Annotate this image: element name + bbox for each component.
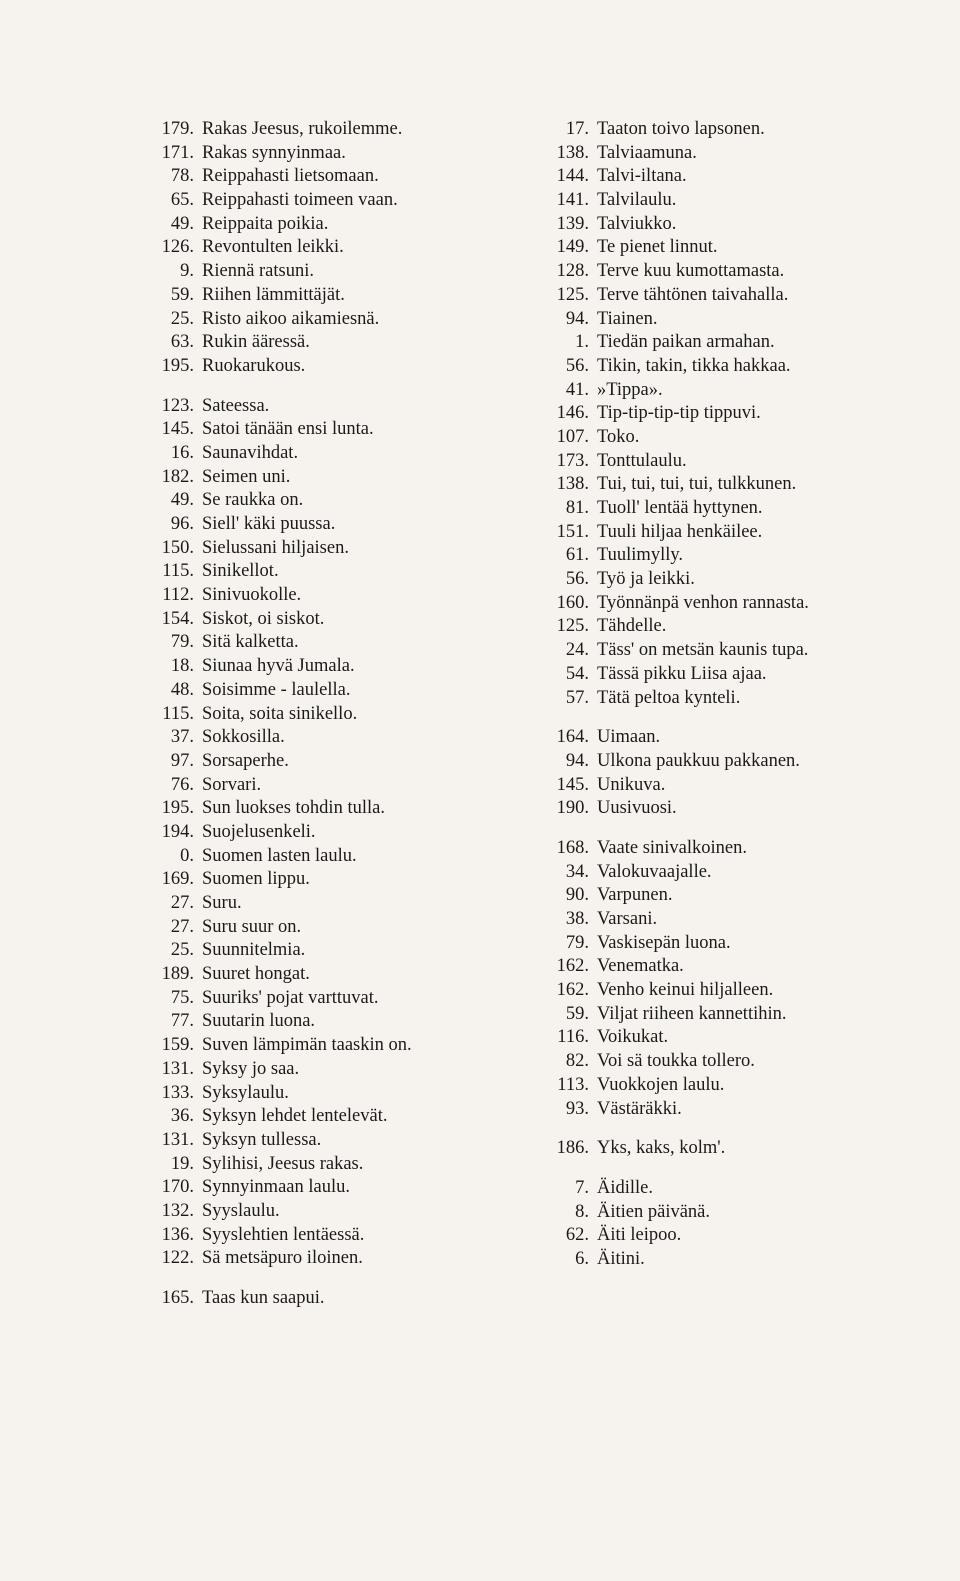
entry-title: Toko.: [597, 426, 640, 447]
index-entry: [150, 987, 530, 1011]
entry-title: Satoi tänään ensi lunta.: [202, 419, 374, 440]
index-entry: [150, 355, 530, 379]
index-entry: [545, 932, 945, 956]
entry-title: Saunavihdat.: [202, 442, 299, 463]
index-entry: [545, 544, 945, 568]
index-entry: [545, 884, 945, 908]
entry-number: 144.: [556, 166, 589, 187]
entry-number: 145.: [161, 419, 194, 440]
entry-number: 76.: [170, 774, 194, 795]
index-entry: [545, 908, 945, 932]
entry-number: 54.: [565, 663, 589, 684]
entry-number: 154.: [161, 608, 194, 629]
entry-number: 141.: [556, 190, 589, 211]
entry-title: Uusivuosi.: [597, 798, 677, 819]
entry-number: 97.: [170, 750, 194, 771]
index-entry: [545, 236, 945, 260]
index-entry: [545, 402, 945, 426]
index-entry: [150, 655, 530, 679]
entry-title: Unikuva.: [597, 774, 666, 795]
entry-title: Tikin, takin, tikka hakkaa.: [597, 355, 791, 376]
entry-number: 49.: [170, 213, 194, 234]
index-entry: [150, 213, 530, 237]
entry-title: Tiedän paikan armahan.: [597, 332, 775, 353]
entry-title: Vuokkojen laulu.: [597, 1074, 725, 1095]
entry-number: 145.: [556, 774, 589, 795]
entry-title: Siunaa hyvä Jumala.: [202, 656, 355, 677]
entry-number: 189.: [161, 964, 194, 985]
index-entry: [545, 189, 945, 213]
entry-title: Tonttulaulu.: [597, 450, 687, 471]
entry-number: 17.: [565, 119, 589, 139]
entry-number: 131.: [161, 1129, 194, 1150]
entry-number: 36.: [170, 1106, 194, 1127]
index-entry: [150, 466, 530, 490]
entry-title: Vaate sinivalkoinen.: [597, 837, 748, 858]
index-entry: [150, 963, 530, 987]
entry-number: 179.: [161, 119, 194, 139]
entry-number: 132.: [161, 1200, 194, 1221]
entry-title: Talviaamuna.: [597, 142, 697, 163]
entry-title: Sokkosilla.: [202, 727, 285, 748]
entry-title: Tui, tui, tui, tui, tulkkunen.: [597, 474, 797, 495]
entry-title: Syyslaulu.: [202, 1200, 280, 1221]
entry-title: Äitien päivänä.: [597, 1201, 711, 1222]
index-entry: [545, 955, 945, 979]
section-gap: [150, 1271, 530, 1287]
entry-number: 93.: [565, 1098, 589, 1119]
entry-number: 131.: [161, 1058, 194, 1079]
entry-title: Sorsaperhe.: [202, 750, 289, 771]
index-entry: [150, 236, 530, 260]
entry-title: Suojelusenkeli.: [202, 821, 316, 842]
index-entry: [545, 379, 945, 403]
entry-number: 133.: [161, 1082, 194, 1103]
entry-title: Vaskisepän luona.: [597, 932, 731, 953]
index-entry: [150, 608, 530, 632]
entry-number: 194.: [161, 821, 194, 842]
entry-number: 115.: [162, 703, 194, 724]
entry-number: 151.: [556, 521, 589, 542]
index-entry: [150, 939, 530, 963]
entry-title: Taaton toivo lapsonen.: [597, 119, 765, 139]
entry-title: Voi sä toukka tollero.: [597, 1051, 755, 1072]
index-entry: [150, 774, 530, 798]
entry-number: 25.: [170, 308, 194, 329]
section-gap: [545, 821, 945, 837]
index-entry: [545, 837, 945, 861]
index-entry: [150, 165, 530, 189]
index-entry: [150, 1247, 530, 1271]
entry-number: 75.: [170, 987, 194, 1008]
entry-number: 107.: [556, 426, 589, 447]
entry-number: 79.: [170, 632, 194, 653]
index-entry: [150, 1200, 530, 1224]
index-entry: [150, 118, 530, 142]
index-entry: [150, 1082, 530, 1106]
index-entry: [150, 584, 530, 608]
entry-title: Sun luokses tohdin tulla.: [202, 798, 385, 819]
entry-number: 96.: [170, 514, 194, 534]
index-entry: [545, 308, 945, 332]
entry-number: 34.: [565, 861, 589, 882]
index-entry: [150, 489, 530, 513]
entry-number: 82.: [565, 1051, 589, 1072]
entry-number: 41.: [565, 379, 589, 400]
entry-number: 126.: [161, 237, 194, 258]
entry-title: Valokuvaajalle.: [597, 861, 712, 882]
entry-number: 1.: [575, 332, 589, 353]
entry-title: Tässä pikku Liisa ajaa.: [597, 663, 767, 684]
index-entry: [545, 284, 945, 308]
entry-title: Reippaita poikia.: [202, 213, 329, 234]
entry-number: 90.: [565, 885, 589, 906]
index-entry: [545, 1074, 945, 1098]
index-entry: [150, 308, 530, 332]
entry-number: 125.: [556, 284, 589, 305]
index-entry: [545, 615, 945, 639]
entry-title: Syksyn tullessa.: [202, 1129, 322, 1150]
index-entry: [150, 284, 530, 308]
index-entry: [545, 750, 945, 774]
index-entry: [545, 118, 945, 142]
index-entry: [150, 395, 530, 419]
entry-title: Suomen lippu.: [202, 869, 310, 890]
index-entry: [545, 142, 945, 166]
index-entry: [545, 473, 945, 497]
index-entry: [150, 1010, 530, 1034]
entry-number: 128.: [556, 261, 589, 282]
index-entry: [545, 260, 945, 284]
entry-number: 38.: [565, 909, 589, 929]
index-entry: [150, 1153, 530, 1177]
entry-number: 138.: [556, 142, 589, 163]
index-entry: [545, 355, 945, 379]
entry-number: 9.: [180, 261, 194, 282]
entry-title: Tuulimylly.: [597, 545, 684, 566]
entry-number: 150.: [161, 537, 194, 558]
entry-number: 16.: [170, 442, 194, 463]
entry-number: 61.: [565, 545, 589, 566]
index-entry: [150, 916, 530, 940]
entry-title: Äiti leipoo.: [597, 1225, 682, 1246]
entry-title: Sinivuokolle.: [202, 585, 302, 606]
entry-title: Täss' on metsän kaunis tupa.: [597, 640, 809, 661]
entry-number: 56.: [565, 355, 589, 376]
entry-title: Suutarin luona.: [202, 1011, 316, 1032]
entry-number: 59.: [565, 1003, 589, 1024]
entry-number: 159.: [161, 1035, 194, 1056]
index-entry: [545, 687, 945, 711]
entry-title: Terve tähtönen taivahalla.: [597, 284, 789, 305]
index-entry: [150, 821, 530, 845]
entry-title: Rakas synnyinmaa.: [202, 142, 346, 163]
index-entry: [545, 1050, 945, 1074]
index-entry: [545, 521, 945, 545]
index-entry: [150, 537, 530, 561]
entry-title: Taas kun saapui.: [202, 1288, 325, 1308]
entry-number: 59.: [170, 284, 194, 305]
entry-number: 164.: [556, 727, 589, 748]
entry-title: Syksylaulu.: [202, 1082, 289, 1103]
entry-title: Äidille.: [597, 1177, 654, 1198]
entry-title: Varsani.: [597, 909, 658, 929]
index-entry: [150, 845, 530, 869]
index-entry: [545, 1098, 945, 1122]
entry-number: 112.: [162, 585, 194, 606]
entry-title: Sylihisi, Jeesus rakas.: [202, 1153, 364, 1174]
entry-number: 170.: [161, 1177, 194, 1198]
entry-title: Voikukat.: [597, 1027, 669, 1048]
entry-title: Terve kuu kumottamasta.: [597, 261, 785, 282]
section-gap: [545, 1121, 945, 1137]
entry-number: 7.: [575, 1177, 589, 1198]
entry-title: Se raukka on.: [202, 490, 304, 511]
entry-number: 162.: [556, 956, 589, 977]
index-entry: [150, 750, 530, 774]
entry-title: Syyslehtien lentäessä.: [202, 1224, 365, 1245]
index-entry: [150, 189, 530, 213]
entry-title: Riennä ratsuni.: [202, 261, 315, 282]
entry-title: Seimen uni.: [202, 466, 291, 487]
index-entry: [150, 1105, 530, 1129]
entry-title: Sorvari.: [202, 774, 262, 795]
entry-number: 113.: [557, 1074, 589, 1095]
entry-title: Tätä peltoa kynteli.: [597, 687, 741, 708]
entry-title: Uimaan.: [597, 727, 661, 748]
entry-title: Varpunen.: [597, 885, 673, 906]
entry-title: Risto aikoo aikamiesnä.: [202, 308, 380, 329]
entry-number: 37.: [170, 727, 194, 748]
entry-number: 146.: [556, 403, 589, 424]
index-entry: [150, 331, 530, 355]
index-entry: [150, 442, 530, 466]
entry-number: 48.: [170, 679, 194, 700]
index-entry: [545, 426, 945, 450]
entry-title: Reippahasti toimeen vaan.: [202, 190, 398, 211]
entry-title: Siell' käki puussa.: [202, 514, 336, 534]
entry-title: Sinikellot.: [202, 561, 279, 582]
entry-number: 171.: [161, 142, 194, 163]
entry-title: Soita, soita sinikello.: [202, 703, 358, 724]
index-entry: [150, 142, 530, 166]
entry-title: Suuriks' pojat varttuvat.: [202, 987, 379, 1008]
entry-title: Reippahasti lietsomaan.: [202, 166, 379, 187]
entry-number: 18.: [170, 656, 194, 677]
entry-title: Tuuli hiljaa henkäilee.: [597, 521, 763, 542]
entry-number: 63.: [170, 332, 194, 353]
index-entry: [545, 639, 945, 663]
entry-title: Te pienet linnut.: [597, 237, 718, 258]
entry-title: Revontulten leikki.: [202, 237, 344, 258]
entry-number: 115.: [162, 561, 194, 582]
entry-title: Suru suur on.: [202, 916, 302, 937]
entry-title: Suunnitelmia.: [202, 940, 306, 961]
entry-number: 65.: [170, 190, 194, 211]
index-entry: [545, 497, 945, 521]
entry-number: 49.: [170, 490, 194, 511]
index-entry: [545, 568, 945, 592]
entry-number: 19.: [170, 1153, 194, 1174]
entry-title: Sielussani hiljaisen.: [202, 537, 349, 558]
index-entry: [545, 213, 945, 237]
entry-number: 27.: [170, 893, 194, 913]
entry-title: Venho keinui hiljalleen.: [597, 980, 774, 1001]
entry-number: 94.: [565, 750, 589, 771]
entry-number: 122.: [161, 1248, 194, 1269]
index-entry: [545, 774, 945, 798]
index-entry: [150, 892, 530, 916]
index-entry: [150, 1034, 530, 1058]
index-entry: [545, 1201, 945, 1225]
section-gap: [150, 379, 530, 395]
entry-title: Talviukko.: [597, 213, 677, 234]
index-entry: [545, 797, 945, 821]
entry-number: 182.: [161, 466, 194, 487]
index-entry: [150, 1176, 530, 1200]
entry-title: Ulkona paukkuu pakkanen.: [597, 750, 800, 771]
entry-title: Ruokarukous.: [202, 355, 306, 376]
entry-title: Synnyinmaan laulu.: [202, 1177, 350, 1198]
entry-title: Yks, kaks, kolm'.: [597, 1138, 726, 1159]
entry-title: Västäräkki.: [597, 1098, 682, 1119]
left-column: [150, 118, 530, 1311]
entry-number: 56.: [565, 569, 589, 590]
entry-number: 195.: [161, 355, 194, 376]
entry-title: Työnnänpä venhon rannasta.: [597, 592, 809, 613]
index-entry: [150, 868, 530, 892]
entry-number: 125.: [556, 616, 589, 637]
entry-number: 27.: [170, 916, 194, 937]
index-entry: [545, 1248, 945, 1272]
entry-number: 79.: [565, 932, 589, 953]
entry-title: Talvilaulu.: [597, 190, 677, 211]
index-entry: [150, 1058, 530, 1082]
index-entry: [545, 663, 945, 687]
index-entry: [150, 631, 530, 655]
entry-number: 77.: [170, 1011, 194, 1032]
entry-title: Työ ja leikki.: [597, 569, 695, 590]
entry-title: »Tippa».: [597, 379, 663, 400]
entry-number: 6.: [575, 1248, 589, 1269]
index-entry: [545, 726, 945, 750]
index-entry: [150, 1224, 530, 1248]
index-entry: [545, 165, 945, 189]
index-entry: [150, 703, 530, 727]
entry-number: 138.: [556, 474, 589, 495]
entry-number: 78.: [170, 166, 194, 187]
entry-title: Suru.: [202, 893, 242, 913]
entry-title: Rakas Jeesus, rukoilemme.: [202, 119, 403, 139]
entry-title: Tip-tip-tip-tip tippuvi.: [597, 403, 761, 424]
entry-number: 116.: [557, 1027, 589, 1048]
entry-number: 173.: [556, 450, 589, 471]
index-entry: [150, 260, 530, 284]
index-entry: [150, 513, 530, 537]
entry-number: 168.: [556, 837, 589, 858]
right-column: [545, 118, 945, 1272]
index-entry: [545, 979, 945, 1003]
entry-number: 0.: [180, 845, 194, 866]
entry-title: Tuoll' lentää hyttynen.: [597, 498, 763, 518]
entry-number: 94.: [565, 308, 589, 329]
entry-number: 25.: [170, 940, 194, 961]
index-entry: [150, 1287, 530, 1311]
entry-number: 190.: [556, 798, 589, 819]
section-gap: [545, 710, 945, 726]
entry-title: Sitä kalketta.: [202, 632, 299, 653]
entry-title: Sateessa.: [202, 395, 270, 416]
entry-number: 81.: [565, 498, 589, 518]
entry-title: Suuret hongat.: [202, 964, 310, 985]
entry-title: Syksy jo saa.: [202, 1058, 300, 1079]
index-entry: [150, 679, 530, 703]
entry-number: 24.: [565, 640, 589, 661]
index-entry: [545, 450, 945, 474]
entry-title: Tiainen.: [597, 308, 658, 329]
entry-title: Äitini.: [597, 1248, 645, 1269]
entry-title: Venematka.: [597, 956, 684, 977]
section-gap: [545, 1161, 945, 1177]
entry-number: 136.: [161, 1224, 194, 1245]
entry-title: Suomen lasten laulu.: [202, 845, 357, 866]
entry-title: Suven lämpimän taaskin on.: [202, 1035, 412, 1056]
entry-title: Soisimme - laulella.: [202, 679, 351, 700]
index-entry: [545, 592, 945, 616]
index-entry: [150, 560, 530, 584]
index-entry: [150, 1129, 530, 1153]
entry-number: 160.: [556, 592, 589, 613]
entry-number: 186.: [556, 1138, 589, 1159]
entry-title: Siskot, oi siskot.: [202, 608, 325, 629]
entry-title: Sä metsäpuro iloinen.: [202, 1248, 363, 1269]
entry-number: 165.: [161, 1288, 194, 1308]
index-entry: [150, 726, 530, 750]
entry-title: Syksyn lehdet lentelevät.: [202, 1106, 388, 1127]
entry-title: Tähdelle.: [597, 616, 667, 637]
entry-number: 8.: [575, 1201, 589, 1222]
index-entry: [150, 797, 530, 821]
index-entry: [545, 331, 945, 355]
index-entry: [545, 1224, 945, 1248]
entry-title: Rukin ääressä.: [202, 332, 310, 353]
index-entry: [545, 1177, 945, 1201]
index-entry: [545, 1003, 945, 1027]
entry-title: Viljat riiheen kannettihin.: [597, 1003, 787, 1024]
index-entry: [150, 418, 530, 442]
entry-number: 139.: [556, 213, 589, 234]
entry-title: Riihen lämmittäjät.: [202, 284, 345, 305]
entry-number: 123.: [161, 395, 194, 416]
entry-number: 195.: [161, 798, 194, 819]
entry-title: Talvi-iltana.: [597, 166, 687, 187]
index-entry: [545, 861, 945, 885]
entry-number: 162.: [556, 980, 589, 1001]
entry-number: 149.: [556, 237, 589, 258]
entry-number: 62.: [565, 1225, 589, 1246]
index-entry: [545, 1026, 945, 1050]
entry-number: 169.: [161, 869, 194, 890]
entry-number: 57.: [565, 687, 589, 708]
index-entry: [545, 1137, 945, 1161]
